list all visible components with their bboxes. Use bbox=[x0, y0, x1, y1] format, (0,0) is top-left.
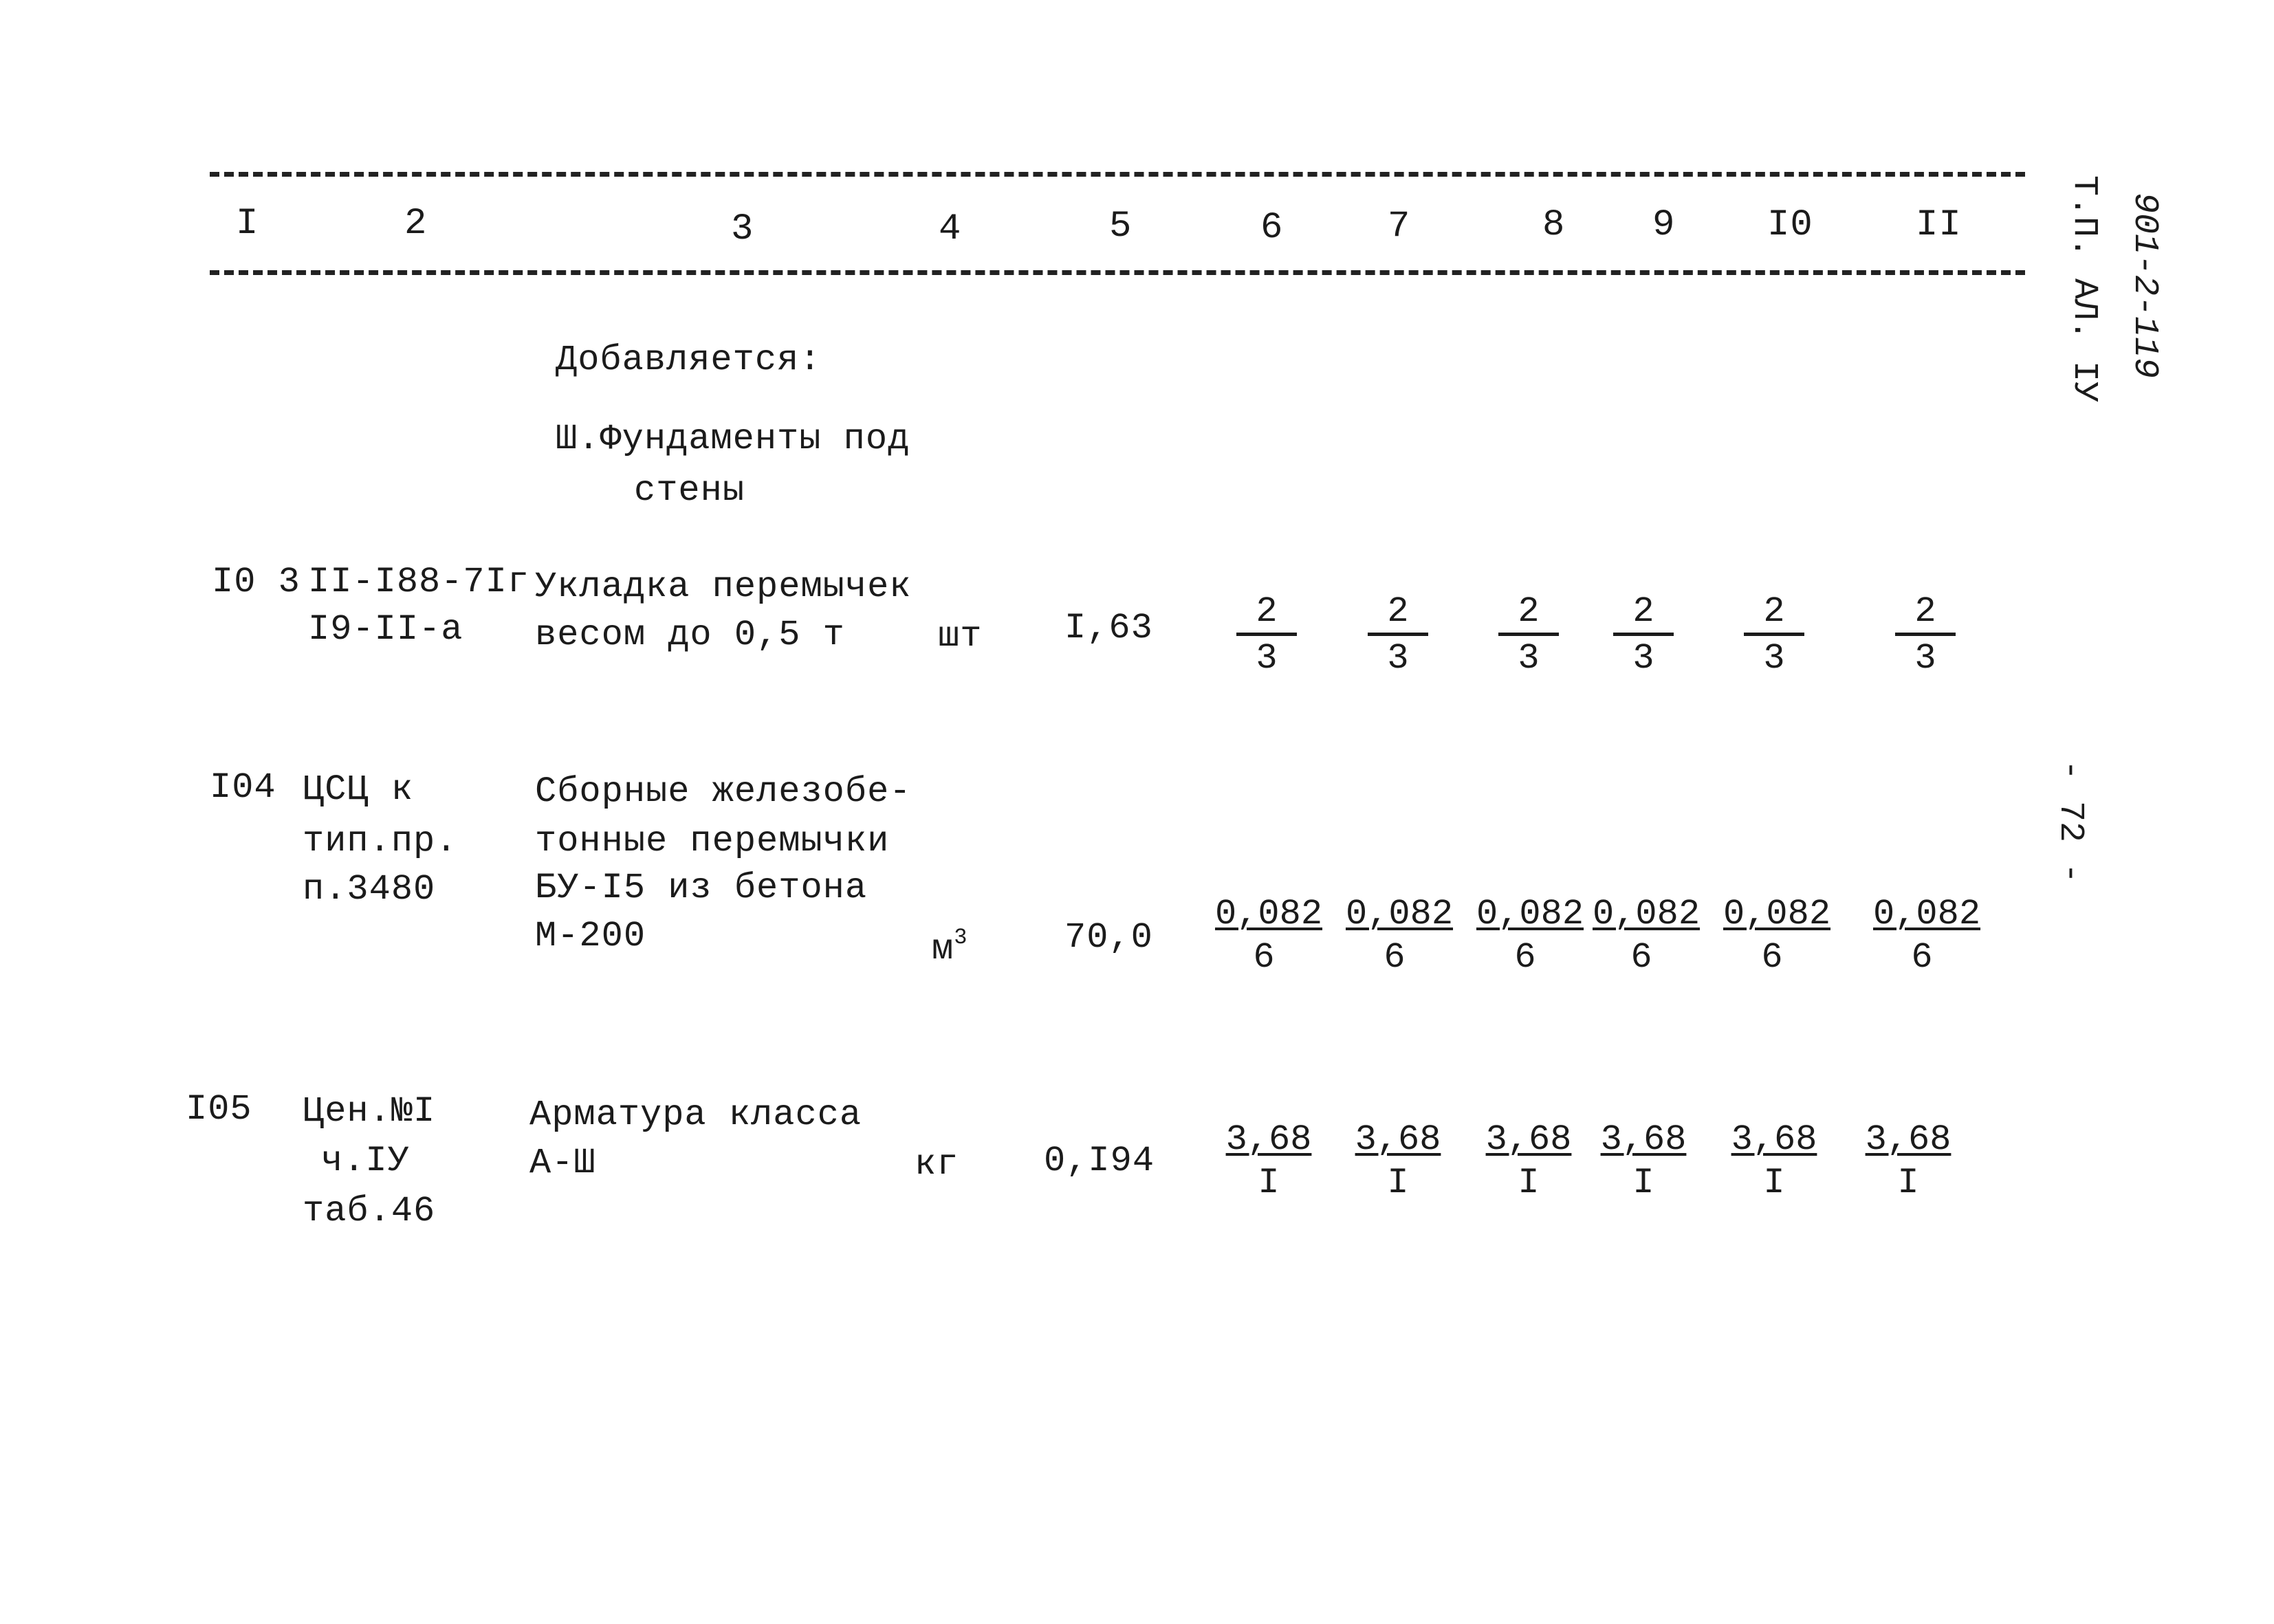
column-header: 2 bbox=[404, 203, 428, 245]
header-bottom-rule bbox=[210, 270, 2025, 275]
section-intro: Добавляется: bbox=[556, 340, 822, 380]
row-unit: кг bbox=[915, 1144, 959, 1185]
row-description: БУ-I5 из бетона bbox=[535, 868, 868, 908]
section-title: стены bbox=[634, 470, 745, 511]
quantity-fraction: $\frac{2}{3}$ bbox=[1215, 591, 1318, 681]
row-code: п.3480 bbox=[303, 869, 436, 910]
row-description: М-200 bbox=[535, 916, 646, 956]
row-number: I04 bbox=[210, 767, 276, 808]
row-price: I,63 bbox=[1064, 608, 1153, 648]
row-code: тип.пр. bbox=[303, 821, 458, 862]
column-header: 9 bbox=[1652, 204, 1676, 246]
quantity-fraction: $\frac{3,68}{I}$ bbox=[1865, 1119, 1952, 1203]
column-header: 3 bbox=[731, 208, 754, 250]
quantity-fraction: $\frac{2}{3}$ bbox=[1477, 591, 1580, 681]
quantity-fraction: $\frac{0,082}{6}$ bbox=[1873, 894, 1981, 978]
row-description: тонные перемычки bbox=[535, 821, 890, 862]
quantity-fraction: $\frac{3,68}{I}$ bbox=[1355, 1119, 1441, 1203]
row-unit: шт bbox=[938, 616, 983, 657]
quantity-fraction: $\frac{3,68}{I}$ bbox=[1600, 1119, 1687, 1203]
row-description: Укладка перемычек bbox=[535, 567, 912, 607]
row-code: ч.IУ bbox=[321, 1141, 410, 1181]
row-number: I0 3 bbox=[212, 562, 300, 602]
column-header: 6 bbox=[1260, 207, 1284, 249]
column-header: 7 bbox=[1388, 206, 1411, 248]
quantity-fraction: $\frac{0,082}{6}$ bbox=[1593, 894, 1701, 978]
column-header: 4 bbox=[939, 208, 962, 250]
column-header: I bbox=[236, 203, 259, 245]
row-description: весом до 0,5 т bbox=[535, 615, 845, 655]
quantity-fraction: $\frac{3,68}{I}$ bbox=[1485, 1119, 1572, 1203]
column-header: 5 bbox=[1109, 206, 1133, 248]
quantity-fraction: $\frac{2}{3}$ bbox=[1346, 591, 1450, 681]
row-description: Арматура класса bbox=[529, 1095, 862, 1135]
column-header: 8 bbox=[1542, 204, 1566, 246]
row-description: Сборные железобе- bbox=[535, 771, 912, 812]
quantity-fraction: $\frac{0,082}{6}$ bbox=[1723, 894, 1831, 978]
section-title: Ш.Фундаменты под bbox=[556, 419, 910, 459]
row-number: I05 bbox=[186, 1089, 252, 1130]
quantity-fraction: $\frac{3,68}{I}$ bbox=[1731, 1119, 1817, 1203]
row-unit bbox=[932, 914, 967, 973]
quantity-fraction: $\frac{0,082}{6}$ bbox=[1346, 894, 1454, 978]
column-header: I0 bbox=[1767, 204, 1813, 246]
unit-text: м bbox=[932, 929, 954, 969]
quantity-fraction: $\frac{0,082}{6}$ bbox=[1215, 894, 1323, 978]
row-code: II-I88-7Iг bbox=[308, 562, 530, 602]
margin-stamp: Т.П. АЛ. IУ bbox=[2064, 175, 2103, 403]
quantity-fraction: $\frac{2}{3}$ bbox=[1592, 591, 1695, 681]
margin-handwritten-code: 901-2-119 bbox=[2125, 193, 2164, 379]
row-code: Цен.№I bbox=[303, 1091, 436, 1132]
row-code: ЦСЦ к bbox=[303, 769, 414, 810]
quantity-fraction: $\frac{2}{3}$ bbox=[1723, 591, 1826, 681]
row-description: А-Ш bbox=[529, 1143, 596, 1183]
row-code: таб.46 bbox=[303, 1191, 436, 1231]
quantity-fraction: $\frac{2}{3}$ bbox=[1874, 591, 1977, 681]
page-number: - 72 - bbox=[2051, 760, 2090, 884]
row-price: 70,0 bbox=[1064, 917, 1153, 958]
unit-superscript: 3 bbox=[954, 925, 968, 950]
quantity-fraction: $\frac{3,68}{I}$ bbox=[1225, 1119, 1312, 1203]
column-header: II bbox=[1916, 204, 1962, 246]
quantity-fraction: $\frac{0,082}{6}$ bbox=[1476, 894, 1584, 978]
header-top-rule bbox=[210, 172, 2025, 177]
row-code: I9-II-a bbox=[308, 609, 463, 650]
row-price: 0,I94 bbox=[1044, 1141, 1155, 1181]
